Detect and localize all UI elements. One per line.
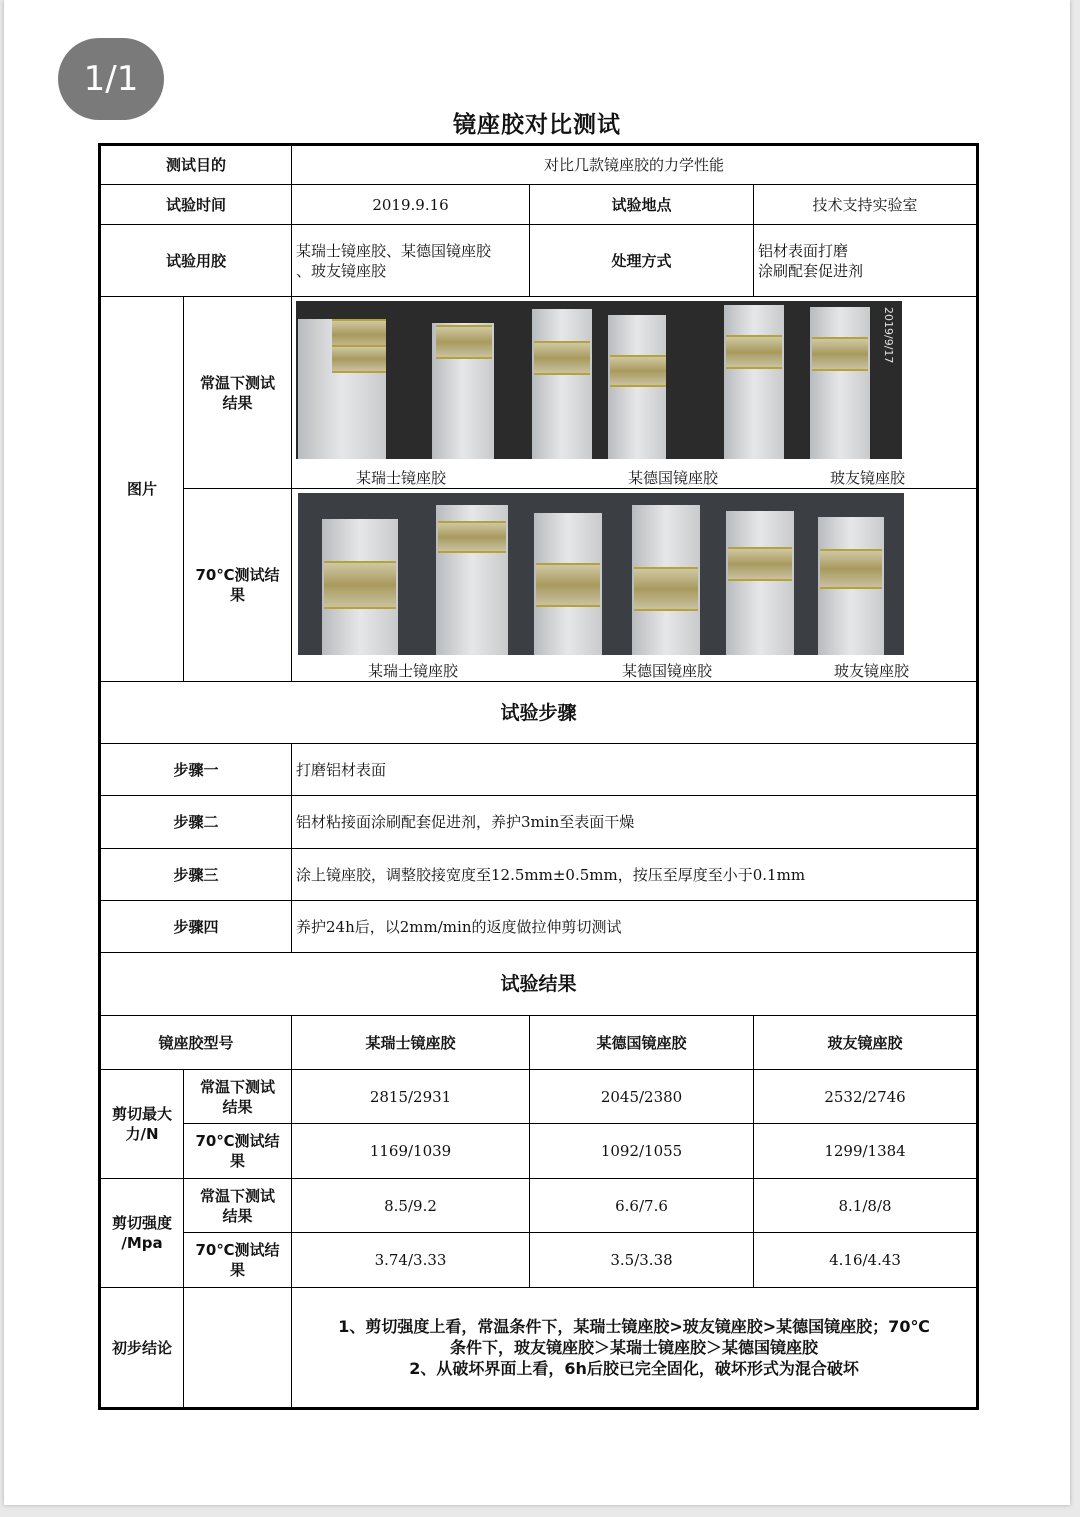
step-label: 步骤三 — [100, 849, 292, 901]
step-label: 步骤一 — [100, 744, 292, 796]
specimen-strip — [532, 309, 592, 459]
conclusion-empty-cell — [184, 1288, 292, 1409]
photo-date-stamp: 2019/9/17 — [882, 307, 896, 364]
hot-captions — [292, 659, 976, 681]
step-text: 打磨铝材表面 — [292, 744, 978, 796]
step-row — [100, 901, 978, 953]
conclusion-text — [292, 1288, 978, 1409]
steps-heading: 试验步骤 — [100, 682, 978, 744]
force-room-row — [100, 1070, 978, 1124]
result-cell: 2532/2746 — [754, 1070, 978, 1124]
bond-area — [820, 549, 882, 589]
date-value: 2019.9.16 — [292, 185, 530, 225]
column-header: 某德国镜座胶 — [530, 1016, 754, 1070]
room-temp-captions — [292, 466, 976, 488]
bond-area — [332, 345, 386, 373]
step-row — [100, 744, 978, 796]
caption-boyou: 玻友镜座胶 — [830, 469, 906, 487]
bond-area — [812, 337, 868, 371]
treatment-label: 处理方式 — [530, 225, 754, 297]
test-report-table — [98, 143, 979, 1410]
shear-force-label-line1: 剪切最大 — [111, 1105, 172, 1123]
conclusion-line2: 条件下，玻友镜座胶＞某瑞士镜座胶＞某德国镜座胶 — [450, 1338, 819, 1357]
steps-heading-row — [100, 682, 978, 744]
strength-room-row — [100, 1179, 978, 1233]
step-text: 养护24h后，以2mm/min的返度做拉伸剪切测试 — [292, 901, 978, 953]
bond-area — [610, 355, 666, 387]
hot-photo — [298, 493, 904, 655]
step-label: 步骤四 — [100, 901, 292, 953]
room-temp-label-line2: 结果 — [222, 1206, 253, 1225]
bond-area — [634, 567, 698, 611]
shear-strength-label-line2: /Mpa — [121, 1234, 163, 1252]
model-label: 镜座胶型号 — [100, 1016, 292, 1070]
result-cell: 3.5/3.38 — [530, 1233, 754, 1288]
adhesive-value — [292, 225, 530, 297]
adhesive-treatment-row — [100, 225, 978, 297]
room-temp-label-line2: 结果 — [222, 1097, 253, 1116]
result-cell: 4.16/4.43 — [754, 1233, 978, 1288]
shear-strength-label-line1: 剪切强度 — [111, 1214, 172, 1232]
conclusion-line1: 1、剪切强度上看，常温条件下，某瑞士镜座胶>玻友镜座胶>某德国镜座胶；70℃ — [338, 1317, 930, 1336]
purpose-row — [100, 145, 978, 185]
shear-force-label-line2: 力/N — [125, 1125, 159, 1143]
bond-area — [726, 335, 782, 369]
column-header: 某瑞士镜座胶 — [292, 1016, 530, 1070]
pictures-label: 图片 — [100, 297, 184, 682]
force-hot-row — [100, 1124, 978, 1179]
results-heading: 试验结果 — [100, 953, 978, 1016]
step-text: 涂上镜座胶，调整胶接宽度至12.5mm±0.5mm，按压至厚度至小于0.1mm — [292, 849, 978, 901]
treatment-value-line2: 涂刷配套促进剂 — [758, 261, 864, 280]
result-cell: 1169/1039 — [292, 1124, 530, 1179]
results-header-row — [100, 1016, 978, 1070]
result-cell: 8.5/9.2 — [292, 1179, 530, 1233]
results-heading-row — [100, 953, 978, 1016]
hot-photo-cell — [292, 489, 978, 682]
location-label: 试验地点 — [530, 185, 754, 225]
hot-picture-label-line2: 果 — [230, 586, 246, 604]
caption-boyou: 玻友镜座胶 — [834, 662, 910, 680]
caption-german: 某德国镜座胶 — [628, 469, 719, 487]
result-cell: 2815/2931 — [292, 1070, 530, 1124]
hot-label-line2: 果 — [230, 1152, 246, 1170]
treatment-value-line1: 铝材表面打磨 — [758, 241, 849, 260]
adhesive-label: 试验用胶 — [100, 225, 292, 297]
shear-force-label — [100, 1070, 184, 1179]
result-cell: 8.1/8/8 — [754, 1179, 978, 1233]
strength-hot-row — [100, 1233, 978, 1288]
adhesive-value-line1: 某瑞士镜座胶、某德国镜座胶 — [296, 241, 492, 260]
location-value: 技术支持实验室 — [754, 185, 978, 225]
purpose-label: 测试目的 — [100, 145, 292, 185]
hot-label — [184, 1233, 292, 1288]
bond-area — [438, 521, 506, 553]
step-row — [100, 849, 978, 901]
conclusion-label: 初步结论 — [100, 1288, 184, 1409]
hot-label-line2: 果 — [230, 1261, 246, 1279]
result-cell: 1092/1055 — [530, 1124, 754, 1179]
specimen-strip — [724, 305, 784, 459]
room-temp-photo-cell — [292, 297, 978, 489]
date-location-row — [100, 185, 978, 225]
picture-hot-row — [100, 489, 978, 682]
result-cell: 6.6/7.6 — [530, 1179, 754, 1233]
caption-swiss: 某瑞士镜座胶 — [356, 469, 447, 487]
bond-area — [728, 547, 792, 581]
room-temp-label-line1: 常温下测试 — [200, 1077, 276, 1096]
document-page — [4, 0, 1070, 1505]
caption-swiss: 某瑞士镜座胶 — [368, 662, 459, 680]
adhesive-value-line2: 、玻友镜座胶 — [296, 261, 387, 280]
shear-strength-label — [100, 1179, 184, 1288]
document-title: 镜座胶对比测试 — [453, 112, 621, 138]
caption-german: 某德国镜座胶 — [622, 662, 713, 680]
specimen-strip — [726, 511, 794, 655]
hot-label — [184, 1124, 292, 1179]
room-temp-picture-label-line2: 结果 — [222, 393, 253, 412]
bond-area — [534, 341, 590, 375]
step-row — [100, 796, 978, 849]
room-temp-picture-label-line1: 常温下测试 — [200, 373, 276, 392]
room-temp-label — [184, 1179, 292, 1233]
hot-label-line1: 70℃测试结 — [195, 1132, 280, 1150]
conclusion-line3: 2、从破坏界面上看，6h后胶已完全固化，破坏形式为混合破坏 — [409, 1359, 859, 1378]
specimen-strip — [810, 307, 870, 459]
date-label: 试验时间 — [100, 185, 292, 225]
result-cell: 3.74/3.33 — [292, 1233, 530, 1288]
room-temp-label-line1: 常温下测试 — [200, 1186, 276, 1205]
page-indicator-badge: 1/1 — [58, 38, 164, 120]
treatment-value — [754, 225, 978, 297]
column-header: 玻友镜座胶 — [754, 1016, 978, 1070]
bond-area — [436, 325, 492, 359]
bond-area — [536, 563, 600, 607]
result-cell: 2045/2380 — [530, 1070, 754, 1124]
hot-label-line1: 70℃测试结 — [195, 1241, 280, 1259]
conclusion-row — [100, 1288, 978, 1409]
picture-room-temp-row — [100, 297, 978, 489]
room-temp-picture-label — [184, 297, 292, 489]
hot-picture-label — [184, 489, 292, 682]
room-temp-photo — [296, 301, 902, 459]
specimen-strip — [608, 315, 666, 459]
step-text: 铝材粘接面涂刷配套促进剂，养护3min至表面干燥 — [292, 796, 978, 849]
result-cell: 1299/1384 — [754, 1124, 978, 1179]
step-label: 步骤二 — [100, 796, 292, 849]
purpose-value: 对比几款镜座胶的力学性能 — [292, 145, 978, 185]
bond-area — [324, 561, 396, 609]
hot-picture-label-line1: 70℃测试结 — [195, 566, 280, 584]
room-temp-label — [184, 1070, 292, 1124]
